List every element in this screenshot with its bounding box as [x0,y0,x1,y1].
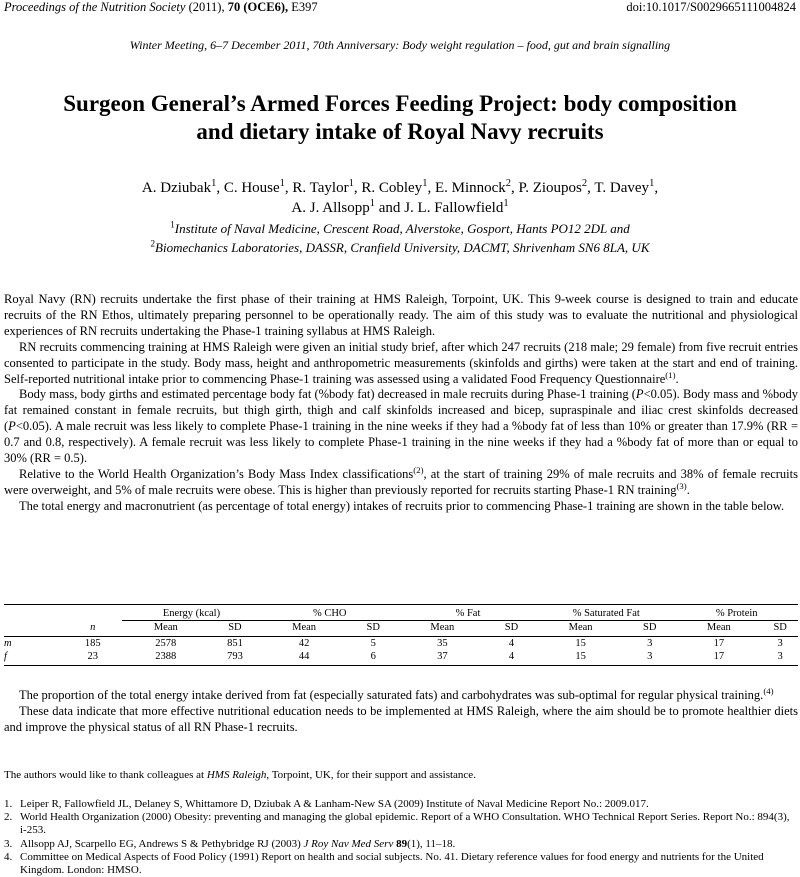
table-cell: 4 [486,650,537,666]
table-cell: 2578 [155,638,177,649]
column-header: Mean [292,622,317,633]
table-cell: 3 [762,650,798,666]
column-header: SD [773,622,787,633]
author: T. Davey$^1$ [594,178,655,196]
author-conjunction: and [378,200,401,216]
table-cell: 3 [777,638,783,649]
meeting-line: Winter Meeting, 6–7 December 2011, 70th Anniversary: Body weight regulation – food, gut and brain signalling [129,38,671,52]
paragraph: Relative to the World Health Organization’s Body Mass Index classifications$^{(2)}$, at the start of training 29% of male recruits and 38% of female recruits were overweight, and 5% of male recruits were obese. This is higher than previously reported for recruits starting Phase-1 RN training$^{(3)}$. [4,464,798,497]
author-list: A. Dziubak$^1$, C. House$^1$, R. Taylor$^1$, R. Cobley$^1$, E. Minnock$^2$, P. Zioupos$^2$, T. Davey$^1$, A. J. Allsopp$^1$ and J. L. Fallowfield$^1$ [141,178,659,216]
paragraph: These data indicate that more effective nutritional education needs to be implemented at HMS Raleigh, where the aim should be to promote healthier diets and improve the physical status of all RN Phase-1 recruits. [4,703,798,734]
author: R. Taylor$^1$ [292,178,354,196]
author: C. House$^1$ [223,178,285,196]
table-subheader-row [4,621,798,637]
paragraph: The total energy and macronutrient (as percentage of total energy) intakes of recruits prior to commencing Phase-1 training are shown in the table below. [19,498,785,513]
row-label: m [4,638,12,649]
intake-table [4,604,798,666]
author: R. Cobley$^1$ [361,178,428,196]
affiliation-marker: 1 [348,178,354,189]
table-cell: 5 [370,638,376,649]
column-header-n: n [90,621,96,633]
table-cell: 35 [437,638,448,649]
author: P. Zioupos$^2$ [518,178,588,196]
table-cell: 6 [348,650,399,666]
table-row [4,637,798,651]
table-group-header: % Saturated Fat [537,605,675,621]
column-header: SD [228,622,242,633]
affiliation-marker: 2 [581,178,588,189]
affiliation-marker: 1 [211,178,217,189]
paragraph: Body mass, body girths and estimated percentage body fat (%body fat) decreased in male recruits during Phase-1 training (P<0.05). Body mass and %body fat remained constant in female recruits, but thigh girth, thigh and calf skinfolds increased and bicep, supraspinale and iliac crest skinfolds decreased (P<0.05). A male recruit was less likely to complete Phase-1 training in the nine weeks if they had a %body fat of less than 10% or greater than 17.9% (RR = 0.7 and 0.8, respectively). A female recruit was less likely to complete Phase-1 training in the nine weeks if they had a %body fat of more than or equal to 30% (RR = 0.5). [4,387,798,466]
table-cell: 37 [399,650,486,666]
citation-ref: (4) [763,685,774,696]
column-header: Mean [430,622,455,633]
paragraph: RN recruits commencing training at HMS Raleigh were given an initial study brief, after which 247 recruits (218 male; 29 female) from five recruit entries consented to participate in the study. Body mass, height and anthropometric measurements (skinfolds and girths) were taken at the start and end of training. Self-reported nutritional intake prior to commencing Phase-1 training was assessed using a validated Food Frequency Questionnaire$^{(1)}$. [4,339,798,386]
doi: doi:10.1017/S0029665111004824 [626,0,796,14]
journal-volume: 70 [227,0,241,14]
affiliation: $^2$Biomechanics Laboratories, DASSR, Cranfield University, DACMT, Shrivenham SN6 8LA, UK [150,238,650,255]
column-header: SD [366,622,380,633]
table-cell: 793 [209,650,260,666]
affiliation-marker: 1 [503,198,509,209]
journal-page: E397 [291,0,318,14]
journal-year: (2011), [188,0,225,14]
column-header: SD [643,622,657,633]
table-row [4,650,798,666]
reference-item: 3. Allsopp AJ, Scarpello EG, Andrews S & Pethybridge RJ (2003) J Roy Nav Med Serv 89(1), 11–18. [4,837,456,850]
conclusion-body [4,685,798,736]
table-cell: 185 [84,638,101,649]
paragraph: The proportion of the total energy intake derived from fat (especially saturated fats) and carbohydrates was sub-optimal for regular physical training.$^{(4)}$ [19,685,774,702]
author: J. L. Fallowfield$^1$ [404,198,509,216]
abstract-body [4,292,798,515]
table-group-header: % Fat [399,605,537,621]
journal-citation [4,0,318,15]
table-cell: 17 [675,650,762,666]
journal-name: Proceedings of the Nutrition Society [4,0,186,14]
table-cell: 15 [575,638,586,649]
table-cell: 23 [63,650,122,666]
affiliation: $^1$Institute of Naval Medicine, Crescent Road, Alverstoke, Gosport, Hants PO12 2DL and [170,219,630,236]
citation-ref: (3) [676,480,687,491]
table-group-header: % CHO [261,605,399,621]
citation-ref: (2) [413,464,424,475]
table-header-row [4,605,798,621]
title-line-1: Surgeon General’s Armed Forces Feeding Project: body composition [63,91,737,116]
reference-item: 2. World Health Organization (2000) Obesity: preventing and managing the global epidemic. Report of a WHO Consultation. WHO Technical Report Series. Report No.: 894(3), i-253. [4,811,790,837]
citation-ref: (1) [665,369,676,380]
reference-list [4,798,796,877]
table-cell: 3 [624,650,675,666]
affiliations [0,219,800,257]
article-title [20,90,780,146]
reference-item: 1. Leiper R, Fallowfield JL, Delaney S, Whittamore D, Dziubak A & Lanham-New SA (2009) Institute of Naval Medicine Report No.: 2009.017. [4,798,649,810]
table-cell: 4 [508,638,515,649]
author: A. J. Allsopp$^1$ [291,198,376,216]
column-header: Mean [568,622,593,633]
affiliation-marker: 1 [649,178,655,189]
table-cell: 17 [713,638,725,649]
author: A. Dziubak$^1$ [141,178,217,196]
affiliation-marker: 2 [505,178,512,189]
table-cell: 851 [227,638,243,649]
table-cell: 2388 [122,650,209,666]
table-group-header: Energy (kcal) [122,605,260,621]
column-header: SD [504,622,519,633]
paragraph: Royal Navy (RN) recruits undertake the first phase of their training at HMS Raleigh, Torpoint, UK. This 9-week course is designed to train and educate recruits of the RN Ethos, ultimately preparing personnel to be operationally ready. The aim of this study was to evaluate the nutritional and physiological experiences of RN recruits undertaking the Phase-1 training syllabus at HMS Raleigh. [4,292,798,338]
table-cell: 15 [537,650,624,666]
table-group-header: % Protein [675,605,798,621]
reference-item: 4. Committee on Medical Aspects of Food Policy (1991) Report on health and social subjects. No. 41. Dietary reference values for food energy and nutrients for the United Kingdom. London: HMSO. [4,850,764,877]
acknowledgements: The authors would like to thank colleagues at HMS Raleigh, Torpoint, UK, for their support and assistance. [4,769,476,781]
author: E. Minnock$^2$ [434,178,512,196]
column-header: Mean [706,622,731,633]
journal-issue: (OCE6), [243,0,289,14]
table-cell: 3 [647,638,653,649]
column-header: Mean [153,622,178,633]
affiliation-marker: 1 [369,198,376,209]
row-label: f [4,650,63,666]
table-cell: 44 [261,650,348,666]
title-line-2: and dietary intake of Royal Navy recruits [196,119,604,144]
affiliation-marker: 1 [422,178,428,189]
affiliation-marker: 1 [279,178,285,189]
table-cell: 42 [298,638,310,649]
